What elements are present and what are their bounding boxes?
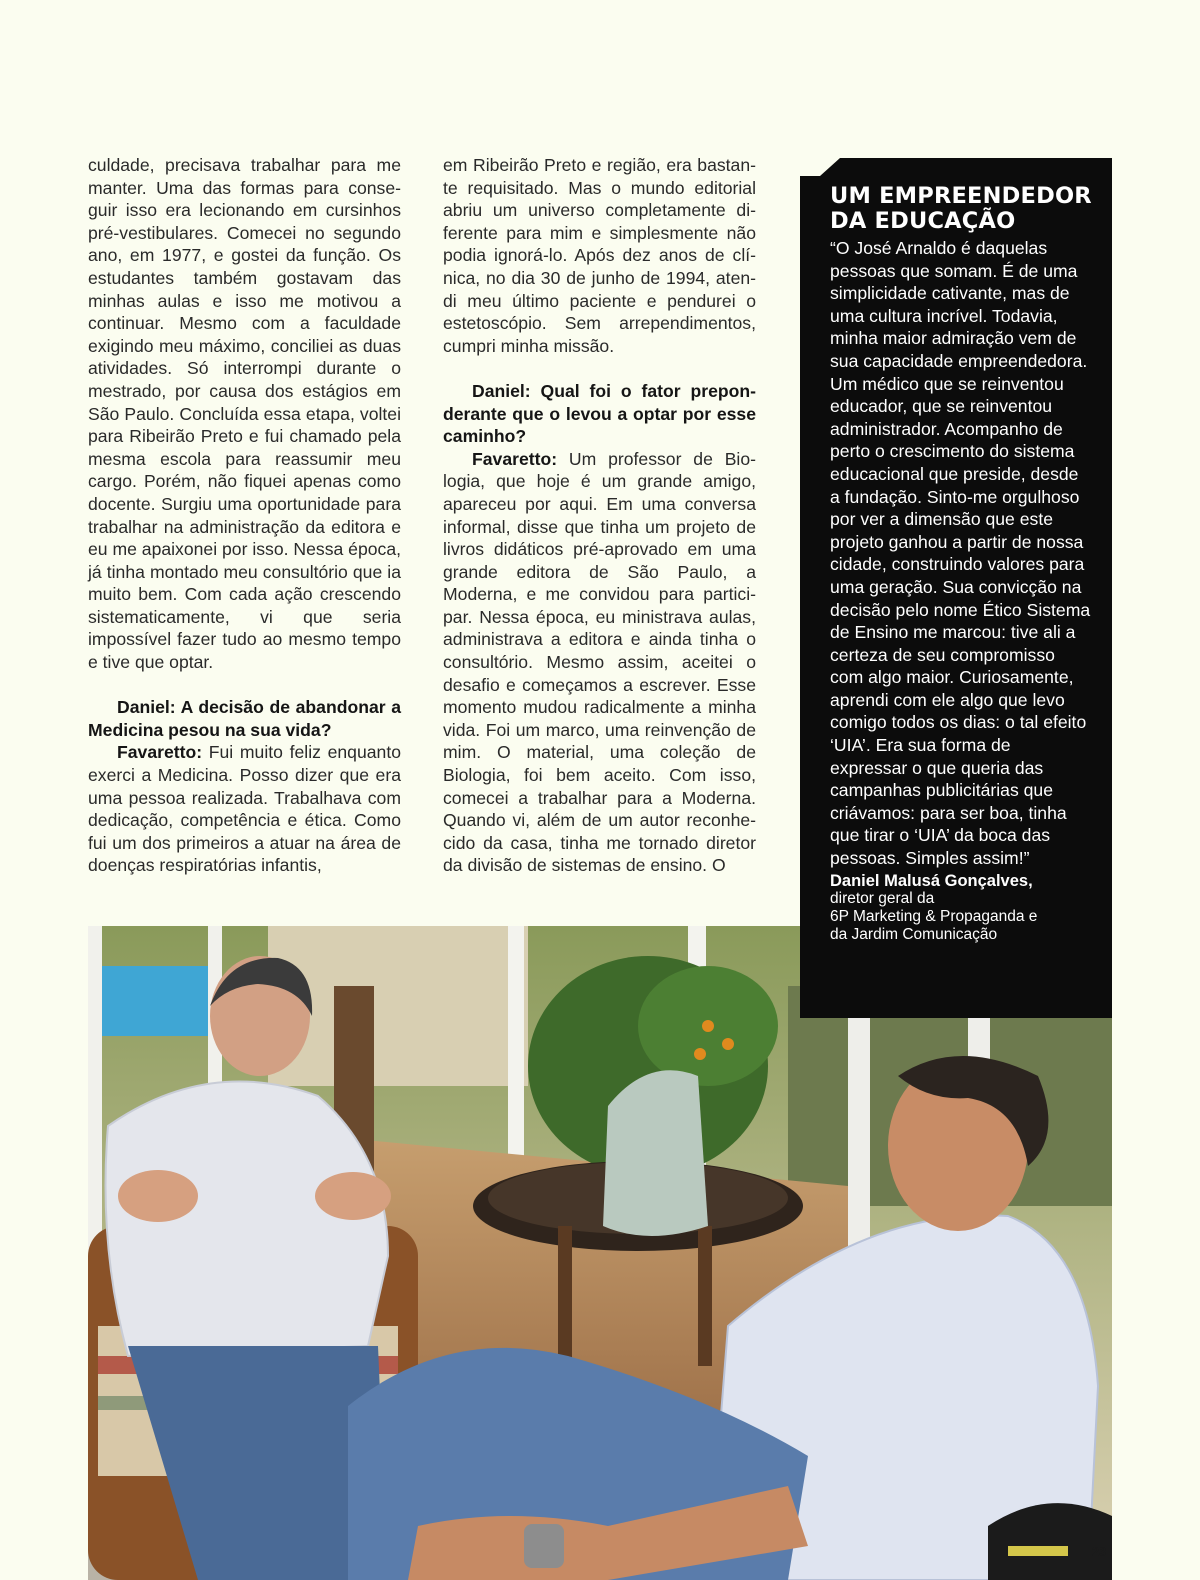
paragraph-gap <box>88 674 401 697</box>
page-number: 23 <box>1092 1544 1107 1559</box>
interview-answer <box>443 448 756 877</box>
role-line-3: da Jardim Comunicação <box>830 926 998 944</box>
sidebar-title-line-1: UM EMPREENDEDOR <box>830 183 1092 209</box>
column2-paragraph: em Ribeirão Preto e região, era bastante requisitado. Mas o mundo editorial abriu um universo completamente diferente para mim e simplesmente não podia ignorá-lo. Após dez anos de clínica, no dia 30 de junho de 1994, atendi meu último paciente e pendurei o estetoscópio. Sem arrependimentos, cumpri minha missão. <box>443 155 756 356</box>
sidebar-quote: “O José Arnaldo é daquelas pessoas que somam. É de uma simplicidade cativante, mas de uma cultura incrível. Todavia, minha maior admiração vem de sua capacidade empreendedora. Um médico que se reinventou educador, que se reinventou administrador. Acompanho de perto o crescimento do sistema educacional que preside, desde a fundação. Sinto-me orgulhoso por ver a dimensão que este projeto ganhou a partir de nossa cidade, construindo valores para uma geração. Sua convicção na decisão pelo nome Ético Sistema de Ensino me marcou: tive ali a certeza de seu compromisso com algo maior. Curiosamente, aprendi com ele algo que levo comigo todos os dias: o tal efeito ‘UIA’. Era sua forma de expressar o que queria das campanhas publicitárias que criávamos: para ser boa, tinha que tirar o ‘UIA’ da boca das pessoas. Simples assim!” <box>830 238 1091 869</box>
answer-speaker: Favaretto: <box>117 742 203 763</box>
interview-photo-illustration <box>88 926 1112 1580</box>
sidebar-notch <box>800 158 840 176</box>
answer-speaker: Favaretto: <box>472 448 558 469</box>
article-column-1 <box>88 154 401 877</box>
answer-text: Um professor de Biologia, que hoje é um grande amigo, apareceu por aqui. Em uma conversa informal, disse que tinha um projeto de livros didáticos pré-aprovado em uma grande editora de São Paulo, a Moderna, e me convidou para participar. Nessa época, eu ministrava aulas, administrava a editora e ainda tinha o consultório. Mesmo assim, aceitei o desafio e começamos a escrever. Esse momento mudou radicalmente a minha vida. Foi um marco, uma reinvenção de mim. O material, uma coleção de Biologia, foi bem aceito. Com isso, comecei a trabalhar para a Moderna. Quando vi, além de um autor reconhecido da casa, tinha me tornado diretor da divisão de sistemas de ensino. O <box>443 448 756 876</box>
interview-question: Daniel: Qual foi o fator preponderante que o levou a optar por esse caminho? <box>443 380 756 447</box>
column1-paragraph: culdade, precisava trabalhar para me manter. Uma das formas para conseguir isso era lecionando em cursinhos pré-vestibulares. Comecei no segundo ano, em 1977, e gostei da função. Os estudantes também gostavam das minhas aulas e isso me motivou a continuar. Mesmo com a faculdade exigindo meu máximo, conciliei as duas atividades. Só interrompi durante o mestrado, por causa dos estágios em São Paulo. Concluída essa etapa, voltei para Ribeirão Preto e fui chamado pela mesma escola para reassumir meu cargo. Porém, não fiquei apenas como docente. Surgiu uma oportunidade para trabalhar na administração da editora e eu me apaixonei por isso. Nessa época, já tinha montado meu consultório que ia muito bem. Com cada ação crescendo sistematicamente, vi que seria impossível fazer tudo ao mesmo tempo e tive que optar. <box>88 155 401 673</box>
sidebar-title <box>830 184 1092 233</box>
interview-question: Daniel: A decisão de abandonar a Medicina pesou na sua vida? <box>88 697 401 740</box>
article-column-2 <box>443 154 756 877</box>
quote-sidebar <box>800 158 1112 1018</box>
interview-answer <box>88 741 401 877</box>
quote-author-role <box>830 890 1092 944</box>
sidebar-title-line-2: DA EDUCAÇÃO <box>830 207 1016 234</box>
paragraph-gap <box>443 357 756 380</box>
answer-text: Fui muito feliz enquanto exerci a Medicina. Posso dizer que era uma pessoa realizada. Trabalhava com dedicação, competência e ética. Como fui um dos primeiros a atuar na área de doenças respiratórias infantis, <box>88 742 401 876</box>
role-line-2: 6P Marketing & Propaganda e <box>830 908 1038 926</box>
interview-photo <box>88 926 1112 1580</box>
quote-author: Daniel Malusá Gonçalves, <box>830 871 1033 890</box>
role-line-1: diretor geral da <box>830 890 935 908</box>
